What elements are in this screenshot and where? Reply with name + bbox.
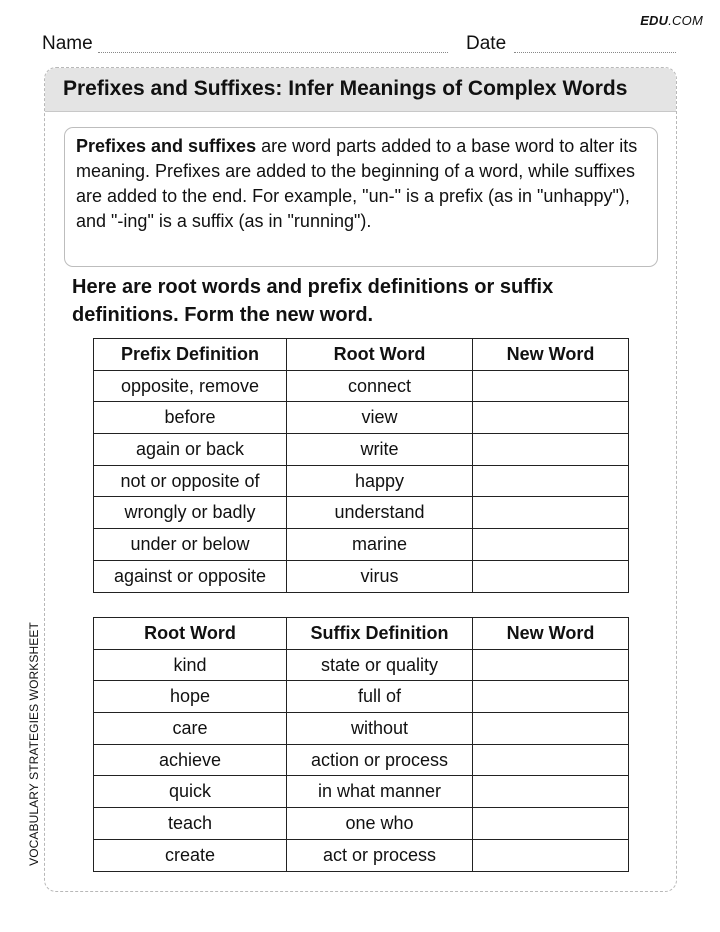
root-word-cell: virus: [287, 560, 473, 592]
root-word-cell: write: [287, 434, 473, 466]
new-word-answer-cell[interactable]: [473, 370, 629, 402]
table-header-row: [94, 339, 629, 371]
suffix-table: [93, 617, 629, 872]
worksheet-title-bar: [45, 68, 676, 112]
table-row: [94, 649, 629, 681]
root-word-cell: achieve: [94, 744, 287, 776]
root-word-cell: marine: [287, 529, 473, 561]
new-word-answer-cell[interactable]: [473, 713, 629, 745]
table-row: [94, 497, 629, 529]
suffix-definition-cell: action or process: [287, 744, 473, 776]
table-row: [94, 402, 629, 434]
root-word-cell: understand: [287, 497, 473, 529]
table-row: [94, 434, 629, 466]
new-word-answer-cell[interactable]: [473, 649, 629, 681]
root-word-cell: happy: [287, 465, 473, 497]
prefix-definition-cell: against or opposite: [94, 560, 287, 592]
new-word-answer-cell[interactable]: [473, 529, 629, 561]
root-word-cell: quick: [94, 776, 287, 808]
brand-logo-edu: EDU: [640, 13, 669, 28]
prefix-definition-cell: not or opposite of: [94, 465, 287, 497]
root-word-cell: care: [94, 713, 287, 745]
new-word-answer-cell[interactable]: [473, 744, 629, 776]
table-row: [94, 465, 629, 497]
column-header: Root Word: [94, 618, 287, 650]
new-word-answer-cell[interactable]: [473, 560, 629, 592]
suffix-definition-cell: in what manner: [287, 776, 473, 808]
root-word-cell: hope: [94, 681, 287, 713]
new-word-answer-cell[interactable]: [473, 839, 629, 871]
new-word-answer-cell[interactable]: [473, 402, 629, 434]
suffix-definition-cell: without: [287, 713, 473, 745]
worksheet-title: Prefixes and Suffixes: Infer Meanings of Complex Words: [63, 77, 628, 100]
table-row: [94, 839, 629, 871]
table-row: [94, 560, 629, 592]
prefix-definition-cell: under or below: [94, 529, 287, 561]
root-word-cell: teach: [94, 808, 287, 840]
intro-box: [64, 127, 658, 267]
column-header: Prefix Definition: [94, 339, 287, 371]
prefix-definition-cell: wrongly or badly: [94, 497, 287, 529]
root-word-cell: create: [94, 839, 287, 871]
date-field[interactable]: [514, 52, 676, 53]
table-header-row: [94, 618, 629, 650]
suffix-definition-cell: full of: [287, 681, 473, 713]
brand-logo: [640, 13, 703, 28]
column-header: New Word: [473, 618, 629, 650]
column-header: New Word: [473, 339, 629, 371]
intro-bold-term: Prefixes and suffixes: [76, 136, 257, 156]
worksheet-category-label: VOCABULARY STRATEGIES WORKSHEET: [27, 622, 41, 866]
suffix-definition-cell: act or process: [287, 839, 473, 871]
table-row: [94, 370, 629, 402]
new-word-answer-cell[interactable]: [473, 434, 629, 466]
column-header: Root Word: [287, 339, 473, 371]
new-word-answer-cell[interactable]: [473, 776, 629, 808]
instruction-text: Here are root words and prefix definitions or suffix definitions. Form the new word.: [72, 276, 554, 326]
new-word-answer-cell[interactable]: [473, 465, 629, 497]
new-word-answer-cell[interactable]: [473, 808, 629, 840]
new-word-answer-cell[interactable]: [473, 497, 629, 529]
worksheet-card: [44, 67, 677, 892]
table-row: [94, 529, 629, 561]
suffix-definition-cell: one who: [287, 808, 473, 840]
name-field[interactable]: [98, 52, 448, 53]
suffix-definition-cell: state or quality: [287, 649, 473, 681]
table-row: [94, 776, 629, 808]
new-word-answer-cell[interactable]: [473, 681, 629, 713]
table-row: [94, 681, 629, 713]
prefix-definition-cell: again or back: [94, 434, 287, 466]
name-label: Name: [42, 33, 93, 54]
table-row: [94, 744, 629, 776]
table-row: [94, 808, 629, 840]
prefix-definition-cell: opposite, remove: [94, 370, 287, 402]
brand-logo-com: .COM: [668, 13, 703, 28]
prefix-definition-cell: before: [94, 402, 287, 434]
root-word-cell: kind: [94, 649, 287, 681]
prefix-table: [93, 338, 629, 593]
root-word-cell: view: [287, 402, 473, 434]
table-row: [94, 713, 629, 745]
intro-text: are word parts added to a base word to alter its meaning. Prefixes are added to the beginning of a word, while suffixes are added to the end. For example, "un-" is a prefix (as in "unhappy"), and "-ing" is a suffix (as in "running").: [76, 136, 638, 231]
root-word-cell: connect: [287, 370, 473, 402]
column-header: Suffix Definition: [287, 618, 473, 650]
date-label: Date: [466, 33, 507, 54]
